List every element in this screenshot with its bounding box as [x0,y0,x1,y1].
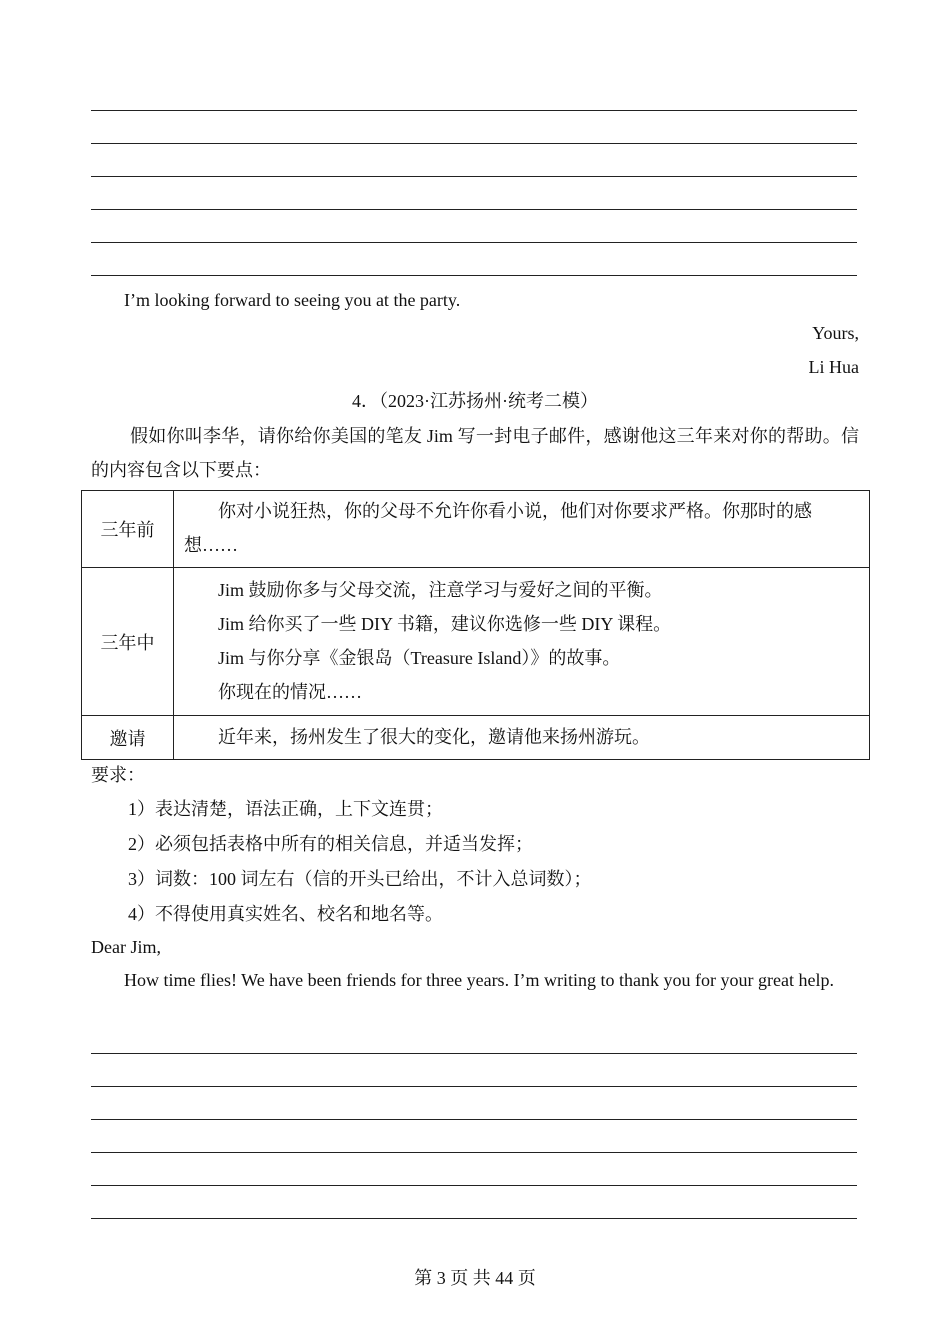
answer-line [91,1218,857,1219]
table-row [82,568,870,716]
point-text: Jim 给你买了一些 DIY 书籍，建议你选修一些 DIY 课程。 [218,613,672,634]
table-row [82,716,870,760]
question-heading: 4．（2023·江苏扬州·统考二模） [352,391,598,411]
answer-line [91,110,857,111]
requirement-item: 3）词数：100 词左右（信的开头已给出，不计入总词数）； [128,869,592,889]
requirement-item: 4）不得使用真实姓名、校名和地名等。 [128,904,443,924]
answer-line [91,242,857,243]
point-text: Jim 与你分享《金银岛（Treasure Island）》的故事。 [218,647,621,668]
requirement-item: 2）必须包括表格中所有的相关信息，并适当发挥； [128,834,533,854]
requirement-item: 1）表达清楚，语法正确，上下文连贯； [128,799,443,819]
letter-sign-off: Yours, [812,323,859,343]
row-content [174,568,870,716]
key-points-table [81,490,870,760]
row-label: 邀请 [82,716,174,760]
point-text: Jim 鼓励你多与父母交流，注意学习与爱好之间的平衡。 [218,579,663,600]
answer-line [91,143,857,144]
requirements-title: 要求： [91,765,145,785]
answer-line [91,1086,857,1087]
row-content [174,716,870,760]
letter-signature: Li Hua [808,357,859,377]
letter-opening: How time flies! We have been friends for three years. I’m writing to thank you for your great help. [124,970,834,990]
answer-line [91,1119,857,1120]
point-text: 你对小说狂热，你的父母不允许你看小说，他们对你要求严格。你那时的感想…… [184,501,812,555]
row-label: 三年中 [82,568,174,716]
answer-line [91,1152,857,1153]
answer-line [91,1185,857,1186]
row-content [174,491,870,568]
point-text: 近年来，扬州发生了很大的变化，邀请他来扬州游玩。 [218,726,650,747]
page-number: 第 3 页 共 44 页 [414,1268,536,1288]
point-text: 你现在的情况…… [218,681,362,702]
question-prompt: 假如你叫李华，请你给你美国的笔友 Jim 写一封电子邮件，感谢他这三年来对你的帮助。信的内容包含以下要点： [91,426,859,480]
answer-line [91,1053,857,1054]
letter-closing-sentence: I’m looking forward to seeing you at the party. [124,290,461,310]
answer-line [91,275,857,276]
answer-line [91,176,857,177]
row-label: 三年前 [82,491,174,568]
letter-greeting: Dear Jim, [91,937,161,957]
table-row [82,491,870,568]
answer-line [91,209,857,210]
